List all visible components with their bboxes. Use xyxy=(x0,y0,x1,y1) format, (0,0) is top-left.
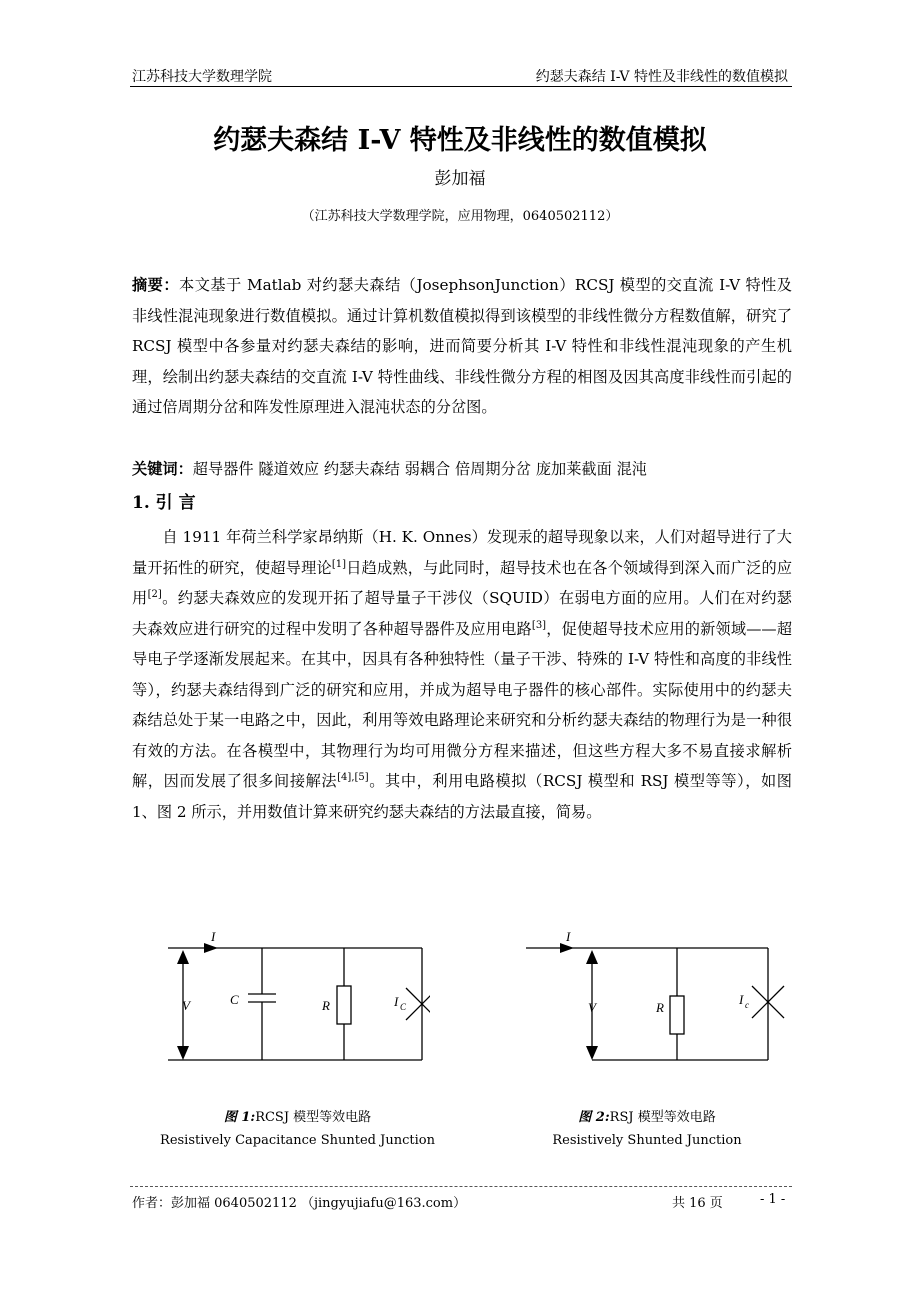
abstract xyxy=(132,270,792,423)
ref-3: [3] xyxy=(531,619,547,631)
footer-page-number: - 1 - xyxy=(760,1192,786,1207)
header-paper-title: 约瑟夫森结 I-V 特性及非线性的数值模拟 xyxy=(535,69,788,85)
figure1-caption xyxy=(150,1106,445,1125)
intro-paragraph xyxy=(132,522,792,827)
ref-4-5: [4],[5] xyxy=(337,771,369,783)
header-school: 江苏科技大学数理学院 xyxy=(132,69,272,85)
header-rule xyxy=(130,86,792,87)
figure2-caption-en: Resistively Shunted Junction xyxy=(552,1133,742,1148)
affiliation: （江苏科技大学数理学院，应用物理，0640502112） xyxy=(301,209,619,224)
intro-seg-1: 自 1911 年荷兰科学家昂纳斯（H. K. Onnes）发现汞的超导现象以来，人们对超导进行了大量开拓性的研究，使超导理论 xyxy=(132,528,792,577)
fig1-label-ic: I xyxy=(394,994,399,1009)
fig1-label-r: R xyxy=(322,998,330,1013)
section-heading: 1. 引 言 xyxy=(132,493,196,513)
rsj-circuit-diagram xyxy=(522,926,802,1068)
footer-author: 作者：彭加福 0640502112 （jingyujiafu@163.com） xyxy=(132,1196,467,1211)
intro-seg-2: 日趋成熟，与此同时，超导技术也在各个领域得到深入而广泛的应用 xyxy=(132,558,793,607)
keywords xyxy=(132,454,792,485)
fig1-label-ic-sub: C xyxy=(400,1002,407,1012)
fig1-label-i: I xyxy=(211,929,216,944)
paper-title: 约瑟夫森结 I-V 特性及非线性的数值模拟 xyxy=(213,125,707,156)
figure2-caption xyxy=(512,1106,782,1125)
fig2-label-r: R xyxy=(656,1000,664,1015)
fig2-label-ic-sub: c xyxy=(745,1000,749,1010)
abstract-text: 本文基于 Matlab 对约瑟夫森结（JosephsonJunction）RCSJ 模型的交直流 I-V 特性及非线性混沌现象进行数值模拟。通过计算机数值模拟得到该模型的非线性微分方程数值解，研究了 RCSJ 模型中各参量对约瑟夫森结的影响，进而简要分析其 I-V 特性和非线性混沌现象的产生机理，绘制出约瑟夫森结的交直流 I-V 特性曲线、非线性微分方程的相图及因其高度非线性而引起的通过倍周期分岔和阵发性原理进入混沌状态的分岔图。 xyxy=(132,276,792,416)
ref-1: [1] xyxy=(331,558,347,570)
figure1-caption-en: Resistively Capacitance Shunted Junction xyxy=(160,1133,435,1148)
fig1-label-c: C xyxy=(230,992,239,1007)
figure1-caption-text: RCSJ 模型等效电路 xyxy=(255,1110,372,1125)
ref-2: [2] xyxy=(147,588,162,600)
figure2-caption-text: RSJ 模型等效电路 xyxy=(609,1110,716,1125)
figure2-caption-prefix: 图 2: xyxy=(578,1110,610,1125)
fig1-label-v: V xyxy=(182,998,190,1013)
fig2-label-v: V xyxy=(588,1000,596,1015)
footer-total-pages: 共 16 页 xyxy=(672,1196,723,1211)
rcsj-circuit-diagram xyxy=(160,926,430,1068)
fig2-label-ic: I xyxy=(739,992,744,1007)
intro-seg-4: ，促使超导技术应用的新领域——超导电子学逐渐发展起来。在其中，因具有各种独特性（量子干涉、特殊的 I-V 特性和高度的非线性等），约瑟夫森结得到广泛的研究和应用，并成为超导电子器件的核心部件。实际使用中的约瑟夫森结总处于某一电路之中，因此，利用等效电路理论来研究和分析约瑟夫森结的物理行为是一种很有效的方法。在各模型中，其物理行为均可用微分方程来描述，但这些方程大多不易直接求解析解，因而发展了很多间接解法 xyxy=(132,619,793,790)
footer-rule xyxy=(130,1186,792,1187)
keywords-text: 超导器件 隧道效应 约瑟夫森结 弱耦合 倍周期分岔 庞加莱截面 混沌 xyxy=(192,460,647,478)
intro-seg-3: 。约瑟夫森效应的发现开拓了超导量子干涉仪（SQUID）在弱电方面的应用。人们在对约瑟夫森效应进行研究的过程中发明了各种超导器件及应用电路 xyxy=(132,589,792,638)
figure1-caption-prefix: 图 1: xyxy=(223,1110,256,1125)
author-name: 彭加福 xyxy=(434,169,486,189)
keywords-label: 关键词： xyxy=(132,460,193,478)
intro-seg-5: 。其中，利用电路模拟（RCSJ 模型和 RSJ 模型等等），如图 1、图 2 所示，并用数值计算来研究约瑟夫森结的方法最直接，简易。 xyxy=(132,772,792,821)
fig2-label-i: I xyxy=(566,929,571,944)
abstract-label: 摘要： xyxy=(132,276,180,294)
